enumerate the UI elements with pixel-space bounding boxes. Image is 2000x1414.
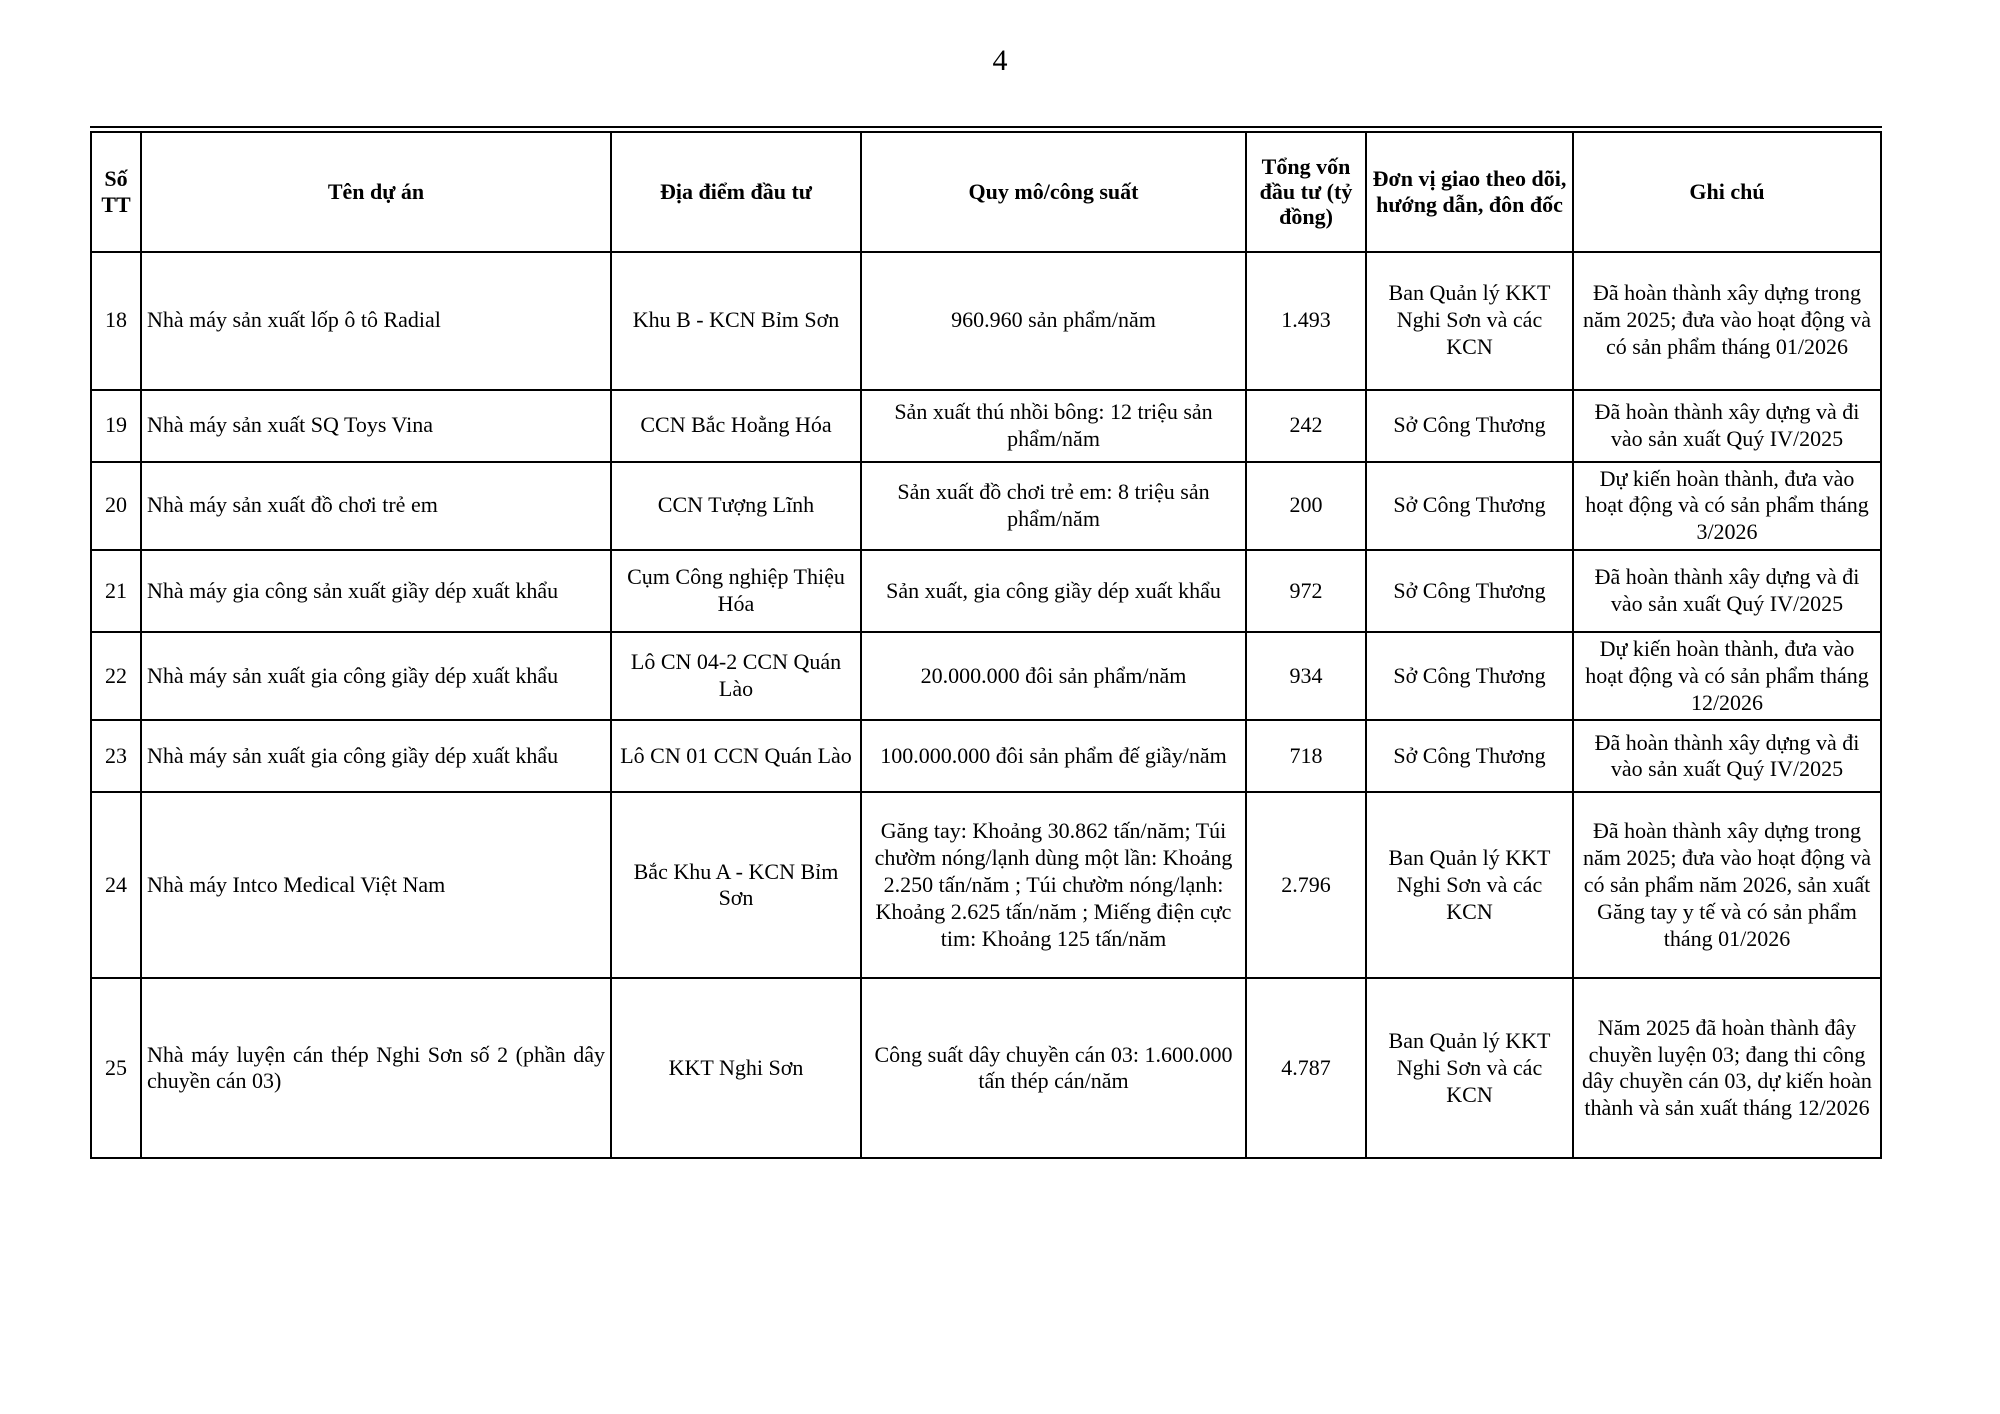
column-header-ghi_chu: Ghi chú <box>1573 130 1881 252</box>
cell-don_vi: Sở Công Thương <box>1366 462 1573 550</box>
cell-dia_diem: Khu B - KCN Bỉm Sơn <box>611 252 861 390</box>
cell-don_vi: Sở Công Thương <box>1366 632 1573 720</box>
header-row <box>91 130 1881 252</box>
cell-ghi_chu: Dự kiến hoàn thành, đưa vào hoạt động và có sản phẩm tháng 12/2026 <box>1573 632 1881 720</box>
cell-tong_von: 242 <box>1246 390 1366 462</box>
cell-dia_diem: Lô CN 01 CCN Quán Lào <box>611 720 861 792</box>
cell-don_vi: Sở Công Thương <box>1366 390 1573 462</box>
table-row <box>91 632 1881 720</box>
column-header-tong_von: Tổng vốn đầu tư (tỷ đồng) <box>1246 130 1366 252</box>
projects-table <box>90 126 1882 1159</box>
cell-quy_mo: Sản xuất đồ chơi trẻ em: 8 triệu sản phẩm/năm <box>861 462 1246 550</box>
cell-stt: 18 <box>91 252 141 390</box>
cell-ten_du_an: Nhà máy gia công sản xuất giầy dép xuất khẩu <box>141 550 611 632</box>
cell-dia_diem: Bắc Khu A - KCN Bỉm Sơn <box>611 792 861 978</box>
cell-quy_mo: 960.960 sản phẩm/năm <box>861 252 1246 390</box>
cell-don_vi: Ban Quản lý KKT Nghi Sơn và các KCN <box>1366 792 1573 978</box>
cell-tong_von: 972 <box>1246 550 1366 632</box>
cell-stt: 19 <box>91 390 141 462</box>
cell-dia_diem: Cụm Công nghiệp Thiệu Hóa <box>611 550 861 632</box>
cell-stt: 20 <box>91 462 141 550</box>
cell-don_vi: Sở Công Thương <box>1366 550 1573 632</box>
cell-dia_diem: CCN Bắc Hoằng Hóa <box>611 390 861 462</box>
cell-tong_von: 934 <box>1246 632 1366 720</box>
cell-stt: 25 <box>91 978 141 1158</box>
cell-ghi_chu: Đã hoàn thành xây dựng và đi vào sản xuất Quý IV/2025 <box>1573 720 1881 792</box>
cell-ghi_chu: Đã hoàn thành xây dựng và đi vào sản xuất Quý IV/2025 <box>1573 390 1881 462</box>
cell-stt: 24 <box>91 792 141 978</box>
cell-dia_diem: KKT Nghi Sơn <box>611 978 861 1158</box>
cell-stt: 22 <box>91 632 141 720</box>
cell-ten_du_an: Nhà máy sản xuất gia công giầy dép xuất khẩu <box>141 720 611 792</box>
cell-quy_mo: 100.000.000 đôi sản phẩm đế giầy/năm <box>861 720 1246 792</box>
column-header-ten_du_an: Tên dự án <box>141 130 611 252</box>
cell-stt: 23 <box>91 720 141 792</box>
cell-quy_mo: Găng tay: Khoảng 30.862 tấn/năm; Túi chườm nóng/lạnh dùng một lần: Khoảng 2.250 tấn/năm ; Túi chườm nóng/lạnh: Khoảng 2.625 tấn/năm ; Miếng điện cực tim: Khoảng 125 tấn/năm <box>861 792 1246 978</box>
cell-ten_du_an: Nhà máy sản xuất gia công giầy dép xuất khẩu <box>141 632 611 720</box>
cell-quy_mo: Sản xuất, gia công giầy dép xuất khẩu <box>861 550 1246 632</box>
column-header-dia_diem: Địa điểm đầu tư <box>611 130 861 252</box>
column-header-stt: Số TT <box>91 130 141 252</box>
table-row <box>91 792 1881 978</box>
cell-quy_mo: Công suất dây chuyền cán 03: 1.600.000 tấn thép cán/năm <box>861 978 1246 1158</box>
cell-ghi_chu: Đã hoàn thành xây dựng và đi vào sản xuất Quý IV/2025 <box>1573 550 1881 632</box>
column-header-don_vi: Đơn vị giao theo dõi, hướng dẫn, đôn đốc <box>1366 130 1573 252</box>
table-row <box>91 978 1881 1158</box>
cell-ten_du_an: Nhà máy sản xuất lốp ô tô Radial <box>141 252 611 390</box>
cell-tong_von: 718 <box>1246 720 1366 792</box>
table-row <box>91 252 1881 390</box>
table-row <box>91 550 1881 632</box>
cell-dia_diem: Lô CN 04-2 CCN Quán Lào <box>611 632 861 720</box>
cell-ghi_chu: Năm 2025 đã hoàn thành đây chuyền luyện 03; đang thi công dây chuyền cán 03, dự kiến hoàn thành và sản xuất tháng 12/2026 <box>1573 978 1881 1158</box>
column-header-quy_mo: Quy mô/công suất <box>861 130 1246 252</box>
table-row <box>91 390 1881 462</box>
table-header <box>91 130 1881 252</box>
cell-quy_mo: 20.000.000 đôi sản phẩm/năm <box>861 632 1246 720</box>
cell-don_vi: Ban Quản lý KKT Nghi Sơn và các KCN <box>1366 252 1573 390</box>
table-row <box>91 720 1881 792</box>
cell-ten_du_an: Nhà máy luyện cán thép Nghi Sơn số 2 (phần dây chuyền cán 03) <box>141 978 611 1158</box>
cell-quy_mo: Sản xuất thú nhồi bông: 12 triệu sản phẩm/năm <box>861 390 1246 462</box>
page-number: 4 <box>992 44 1008 77</box>
cell-don_vi: Sở Công Thương <box>1366 720 1573 792</box>
cell-ghi_chu: Đã hoàn thành xây dựng trong năm 2025; đưa vào hoạt động và có sản phẩm tháng 01/2026 <box>1573 252 1881 390</box>
cell-ghi_chu: Đã hoàn thành xây dựng trong năm 2025; đưa vào hoạt động và có sản phẩm năm 2026, sản xuất Găng tay y tế và có sản phẩm tháng 01/2026 <box>1573 792 1881 978</box>
cell-tong_von: 2.796 <box>1246 792 1366 978</box>
cell-ghi_chu: Dự kiến hoàn thành, đưa vào hoạt động và có sản phẩm tháng 3/2026 <box>1573 462 1881 550</box>
cell-don_vi: Ban Quản lý KKT Nghi Sơn và các KCN <box>1366 978 1573 1158</box>
cell-ten_du_an: Nhà máy Intco Medical Việt Nam <box>141 792 611 978</box>
cell-ten_du_an: Nhà máy sản xuất SQ Toys Vina <box>141 390 611 462</box>
cell-ten_du_an: Nhà máy sản xuất đồ chơi trẻ em <box>141 462 611 550</box>
cell-tong_von: 1.493 <box>1246 252 1366 390</box>
cell-tong_von: 4.787 <box>1246 978 1366 1158</box>
cell-tong_von: 200 <box>1246 462 1366 550</box>
cell-dia_diem: CCN Tượng Lĩnh <box>611 462 861 550</box>
table-body <box>91 252 1881 1159</box>
table-row <box>91 462 1881 550</box>
cell-stt: 21 <box>91 550 141 632</box>
